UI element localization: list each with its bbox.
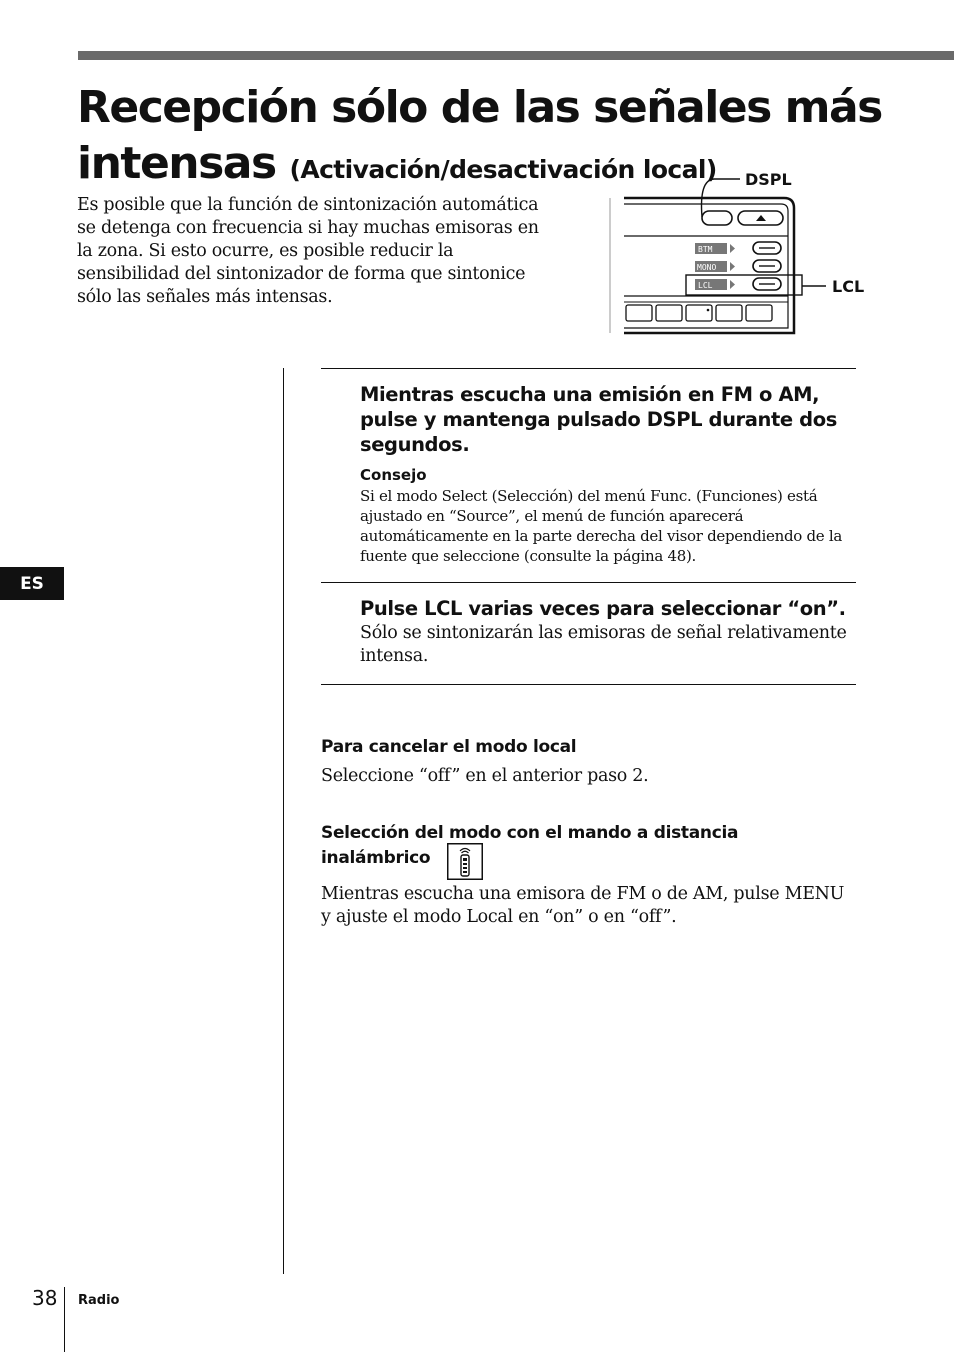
chip-lcl-label: LCL [698,281,713,290]
top-rule [78,51,954,60]
footer-divider [64,1287,65,1352]
unit-front-panel-illustration [606,165,866,340]
remote-control-icon [447,843,483,880]
step-1-top-rule [321,368,856,369]
lcl-label: LCL [832,277,865,296]
remote-text: Mientras escucha una emisora de FM o de AM, pulse MENU y ajuste el modo Local en “on” o en “off”. [321,884,845,927]
page-number: 38 [32,1286,58,1310]
tip-heading: Consejo [360,466,427,484]
step-2-text: Sólo se sintonizarán las emisoras de señal relativamente intensa. [360,623,847,666]
remote-heading-line-2: inalámbrico [321,848,431,868]
step-2-top-rule [321,582,856,583]
column-divider [283,368,284,1274]
remote-heading [321,821,738,871]
step-2-title: Pulse LCL varias veces para seleccionar “on”. [360,597,846,620]
cancel-text: Seleccione “off” en el anterior paso 2. [321,766,649,786]
footer-section-label: Radio [78,1293,120,1308]
language-tab: ES [0,567,64,600]
page-subtitle: (Activación/desactivación local) [289,155,717,184]
tip-text: Si el modo Select (Selección) del menú Func. (Funciones) está ajustado en “Source”, el menú de función aparecerá automáticamente en la parte derecha del visor dependiendo de la fuente que seleccione (consulte la página 48). [360,487,842,565]
step-1-title: Mientras escucha una emisión en FM o AM, pulse y mantenga pulsado DSPL durante dos segundos. [360,383,837,456]
remote-heading-line-1: Selección del modo con el mando a distancia [321,823,739,843]
steps-bottom-rule [321,684,856,685]
dspl-label: DSPL [745,170,792,189]
title-line-1: Recepción sólo de las señales más [77,82,882,133]
intro-paragraph: Es posible que la función de sintonización automática se detenga con frecuencia si hay muchas emisoras en la zona. Si esto ocurre, es posible reducir la sensibilidad del sintonizador de forma que sintonice sólo las señales más intensas. [77,195,539,307]
cancel-heading: Para cancelar el modo local [321,737,577,757]
chip-btm-label: BTM [698,245,713,254]
chip-mono-label: MONO [697,263,717,272]
title-line-2: intensas [77,138,276,189]
